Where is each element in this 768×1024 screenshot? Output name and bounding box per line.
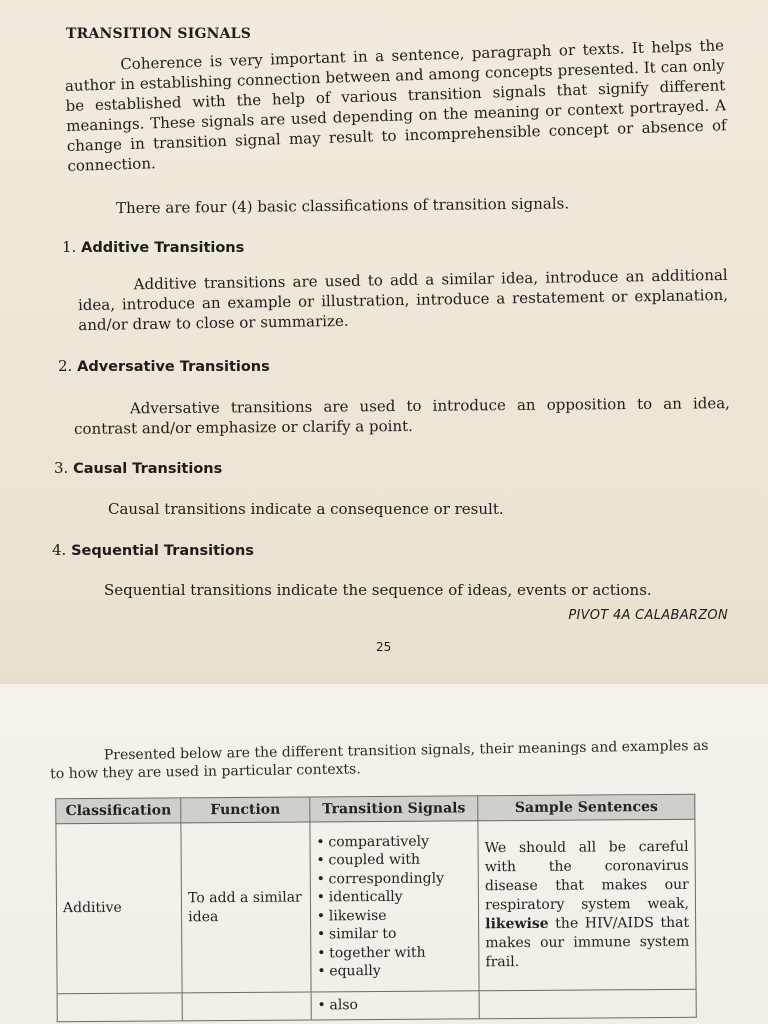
section-3-body: Causal transitions indicate a consequence or result. bbox=[108, 500, 504, 518]
table-row bbox=[56, 819, 696, 993]
section-3-title bbox=[54, 459, 222, 477]
section-number: 3. bbox=[54, 459, 69, 477]
classification-intro: There are four (4) basic classifications of transition signals. bbox=[115, 194, 570, 218]
sample-text: the HIV/AIDS that makes our immune system frail. bbox=[485, 914, 690, 971]
section-4-title bbox=[52, 541, 254, 559]
section-heading: TRANSITION SIGNALS bbox=[66, 26, 252, 42]
cell-classification bbox=[57, 993, 182, 1021]
footer-credit: PIVOT 4A CALABARZON bbox=[568, 608, 728, 623]
section-2-body: Adversative transitions are used to introduce an opposition to an idea, contrast and/or emphasize or clarify a point. bbox=[74, 394, 730, 438]
cell-sample-sentence bbox=[479, 989, 696, 1018]
page-number: 25 bbox=[376, 640, 392, 654]
cell-function: To add a similar idea bbox=[181, 822, 311, 993]
section-number: 4. bbox=[52, 541, 67, 559]
intro-paragraph: Coherence is very important in a sentence, paragraph or texts. It helps the author in establishing connection between and among concepts presented. It can only be established with the help of various transition signals that signify different meanings. These signals are used depending on the meaning or context portrayed. A change in transition signal may result to incomprehensible concept or absence of connection. bbox=[64, 36, 727, 175]
list-item: • equally bbox=[317, 962, 381, 980]
header-transition-signals: Transition Signals bbox=[310, 796, 478, 822]
cell-signals bbox=[311, 991, 479, 1020]
signals-list bbox=[317, 995, 472, 1015]
signals-list bbox=[316, 832, 472, 981]
header-classification: Classification bbox=[56, 798, 181, 824]
list-item: • comparatively bbox=[316, 833, 430, 850]
section-name: Causal Transitions bbox=[73, 461, 223, 477]
section-number: 1. bbox=[62, 238, 77, 256]
section-name: Sequential Transitions bbox=[71, 543, 254, 559]
cell-signals bbox=[310, 821, 479, 992]
list-item: • coupled with bbox=[316, 851, 421, 869]
sample-highlight: likewise bbox=[485, 915, 549, 933]
transition-signals-table bbox=[55, 794, 697, 1022]
list-item: • correspondingly bbox=[316, 870, 445, 887]
list-item: • identically bbox=[316, 888, 403, 906]
table-intro-text: Presented below are the different transition signals, their meanings and examples as to how they are used in particular contexts. bbox=[50, 737, 709, 783]
cell-sample-sentence bbox=[478, 819, 696, 991]
header-function: Function bbox=[181, 797, 310, 823]
section-1-title bbox=[62, 238, 244, 256]
section-name: Additive Transitions bbox=[81, 240, 245, 256]
list-item: • together with bbox=[317, 944, 426, 961]
header-sample-sentences: Sample Sentences bbox=[478, 794, 695, 821]
section-4-body: Sequential transitions indicate the sequence of ideas, events or actions. bbox=[104, 581, 652, 599]
section-name: Adversative Transitions bbox=[77, 359, 270, 375]
list-item: • similar to bbox=[316, 925, 397, 943]
cell-classification: Additive bbox=[56, 823, 182, 994]
section-1-body: Additive transitions are used to add a similar idea, introduce an additional idea, introduce an example or illustration, introduce a restatement or explanation, and/or draw to close or summarize. bbox=[77, 265, 729, 335]
section-number: 2. bbox=[58, 357, 73, 375]
list-item: • also bbox=[317, 997, 359, 1014]
sample-text: We should all be careful with the coronavirus disease that makes our respiratory system weak, bbox=[484, 838, 690, 914]
section-2-title bbox=[58, 357, 270, 375]
cell-function bbox=[182, 992, 311, 1020]
list-item: • likewise bbox=[316, 907, 387, 924]
table-row bbox=[57, 989, 696, 1021]
